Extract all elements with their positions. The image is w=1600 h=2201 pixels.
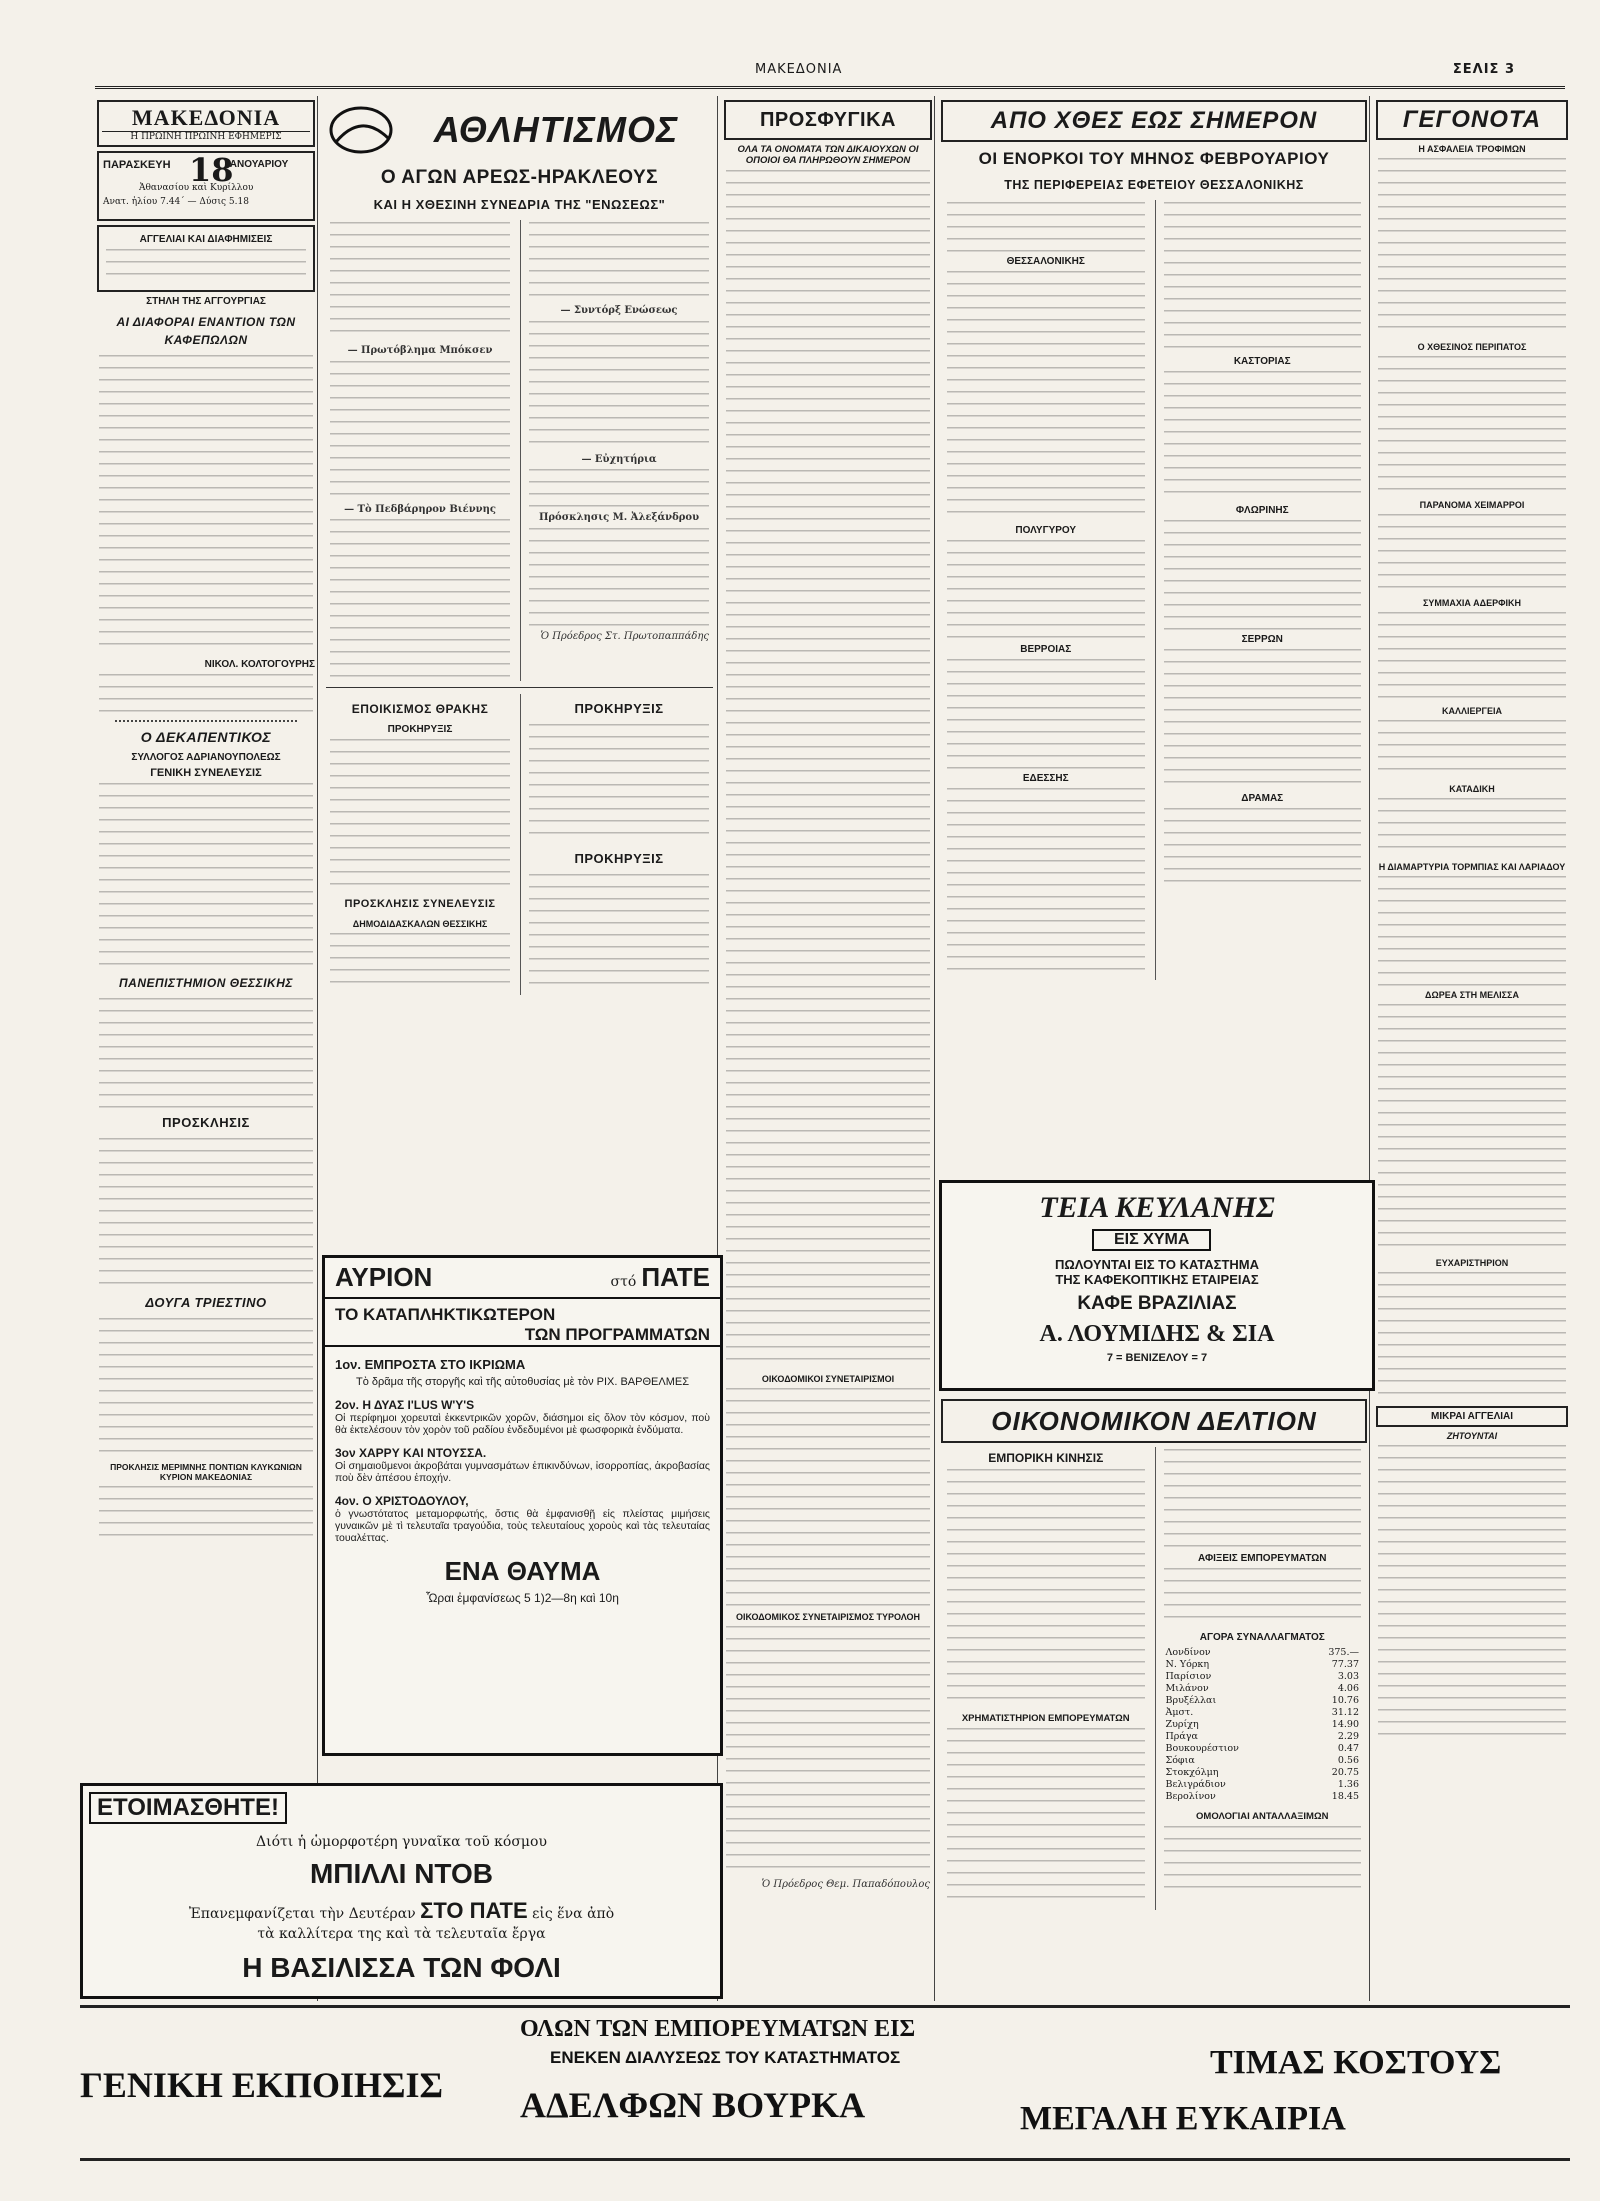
section-title: Ο ΔΕΚΑΠΕΝΤΙΚΟΣ	[140, 729, 272, 745]
billie-line-2: Διότι ἡ ὡμορφοτέρη γυναῖκα τοῦ κόσμου	[256, 1834, 547, 1850]
sports-kicker-5: Πρόσκλησις Μ. Ἀλεξάνδρου	[538, 512, 700, 523]
coffee-line-3: ΠΩΛΟΥΝΤΑΙ ΕΙΣ ΤΟ ΚΑΤΑΣΤΗΜΑ	[1054, 1257, 1260, 1272]
program-1-desc: Τὸ δρᾶμα τῆς στοργῆς καὶ τῆς αὐτοθυσίας μὲ τὸν ΡΙΧ. ΒΑΡΘΕΛΜΕΣ	[355, 1376, 690, 1388]
economic-col-a	[943, 1447, 1149, 1910]
fx-row: Ζυρίχη 14.90	[1165, 1719, 1359, 1730]
sports-kicker-1: — Πρωτόβλημα Μπόκσεν	[347, 345, 493, 356]
program-3-desc: Οἱ σημαιοῦμενοι ἀκροβάται γυμνασμάτων ἐπικινδύνων, ἰσορροπίας, ἀκροβασίας ποὺ δὲν ἀπέσου ἐποχήν.	[335, 1460, 710, 1484]
invitation-title: ΠΡΟΣΚΛΗΣΙΣ	[162, 1115, 250, 1130]
events-kicker-7: Η ΔΙΑΜΑΡΤΥΡΙΑ ΤΟΡΜΠΙΑΣ ΚΑΙ ΛΑΡΙΑΔΟΥ	[1378, 862, 1566, 872]
billie-line-4b: ΣΤΟ ΠΑΤΕ	[420, 1898, 528, 1923]
article-body	[99, 355, 313, 655]
building-coops-body	[726, 1388, 930, 1608]
fx-row: Βερολίνον 18.45	[1165, 1791, 1359, 1802]
footer-right-1: ΤΙΜΑΣ ΚΟΣΤΟΥΣ	[1210, 2044, 1502, 2081]
fx-row: Σόφια 0.56	[1165, 1755, 1359, 1766]
events-kicker-6: ΚΑΤΑΔΙΚΗ	[1449, 784, 1495, 794]
notice-thrace	[326, 694, 514, 995]
pontic-title: ΠΡΟΚΛΗΣΙΣ ΜΕΡΙΜΝΗΣ ΠΟΝΤΙΩΝ ΚΛΥΚΩΝΙΩΝ ΚΥΡΙΟΝ ΜΑΚΕΔΟΝΙΑΣ	[110, 1462, 302, 1482]
billie-line-4a: Ἐπανεμφανίζεται τὴν Δευτέραν	[188, 1906, 416, 1922]
yesterday-banner: ΑΠΟ ΧΘΕΣ ΕΩΣ ΣΗΜΕΡΟΝ	[990, 107, 1318, 134]
economic-banner: ΟΙΚΟΝΟΜΙΚΟΝ ΔΕΛΤΙΟΝ	[991, 1406, 1317, 1436]
university-title: ΠΑΝΕΠΙΣΤΗΜΙΟΝ ΘΕΣΣΙΚΗΣ	[119, 976, 293, 990]
tyroloi-coop-title: ΟΙΚΟΔΟΜΙΚΟΣ ΣΥΝΕΤΑΙΡΙΣΜΟΣ ΤΥΡΟΛΟΗ	[735, 1612, 921, 1622]
jurors-title: ΟΙ ΕΝΟΡΚΟΙ ΤΟΥ ΜΗΝΟΣ ΦΕΒΡΟΥΑΡΙΟΥ	[978, 149, 1330, 168]
pate-showtimes: Ὧραι ἐμφανίσεως 5 1)2—8η καὶ 10η	[426, 1591, 619, 1605]
header-paper-name: ΜΑΚΕΔΟΝΙΑ	[755, 62, 843, 77]
pate-miracle: ΕΝΑ ΘΑΥΜΑ	[444, 1556, 601, 1586]
region-serres: ΣΕΡΡΩΝ	[1241, 634, 1283, 645]
fx-table	[1166, 1647, 1360, 1803]
fx-row: Ἀμστ. 31.12	[1165, 1707, 1359, 1718]
events-kicker-9: ΕΥΧΑΡΙΣΤΗΡΙΟΝ	[1435, 1258, 1509, 1268]
notices-row	[326, 694, 713, 995]
pate-cinema-ad	[322, 1255, 723, 1756]
header-page-number: ΣΕΛΙΣ 3	[1452, 62, 1515, 77]
billie-line-5: τὰ καλλίτερα της καὶ τὰ τελευταῖα ἔργα	[257, 1926, 546, 1942]
pate-line-2: ΤΩΝ ΠΡΟΓΡΑΜΜΑΤΩΝ	[325, 1325, 720, 1347]
jurors-subtitle: ΤΗΣ ΠΕΡΙΦΕΡΕΙΑΣ ΕΦΕΤΕΙΟΥ ΘΕΣΣΑΛΟΝΙΚΗΣ	[1004, 178, 1304, 192]
region-thessaloniki: ΘΕΣΣΑΛΟΝΙΚΗΣ	[1006, 256, 1085, 267]
billie-dove-ad	[80, 1783, 723, 1999]
date-month: ΙΑΝΟΥΑΡΙΟΥ	[227, 159, 289, 170]
events-kicker-8: ΔΩΡΕΑ ΣΤΗ ΜΕΛΙΣΣΑ	[1425, 990, 1519, 1000]
economic-bulletin	[939, 1395, 1369, 2000]
date-saint: Ἀθανασίου καὶ Κυρίλλου	[139, 183, 254, 193]
program-2-title: 2ον. Η ΔΥΑΣ I'LUS W'Y'S	[335, 1398, 475, 1412]
region-veroia: ΒΕΡΡΟΙΑΣ	[1020, 644, 1072, 655]
article-signature: ΝΙΚΟΛ. ΚΟΛΤΟΓΟΥΡΗΣ	[204, 659, 315, 670]
masthead-box	[97, 100, 315, 147]
page-header	[95, 62, 1565, 89]
events-kicker-1: Η ΑΣΦΑΛΕΙΑ ΤΡΟΦΙΜΩΝ	[1418, 144, 1526, 154]
thrace-title: ΕΠΟΙΚΙΣΜΟΣ ΘΡΑΚΗΣ	[351, 702, 489, 716]
economic-columns	[943, 1447, 1365, 1910]
sports-banner-text: ΑΘΛΗΤΙΣΜΟΣ	[433, 109, 679, 150]
bonds-title: ΟΜΟΛΟΓΙΑΙ ΑΝΤΑΛΛΑΞΙΜΩΝ	[1196, 1811, 1329, 1822]
events-title-box	[1376, 100, 1568, 140]
article-body-2	[99, 674, 313, 714]
pate-name: ΠΑΤΕ	[641, 1262, 710, 1292]
section-subtitle-2: ΓΕΝΙΚΗ ΣΥΝΕΛΕΥΣΙΣ	[150, 767, 262, 779]
coffee-ad	[939, 1180, 1375, 1391]
events-title: ΓΕΓΟΝΟΤΑ	[1402, 106, 1542, 133]
teachers-title: ΠΡΟΣΚΛΗΣΙΣ ΣΥΝΕΛΕΥΣΙΣ	[344, 898, 496, 910]
masthead-subtitle: Η ΠΡΩΙΝΗ ΠΡΩΙΝΗ ΕΦΗΜΕΡΙΣ	[102, 131, 310, 142]
divider	[115, 720, 297, 722]
fx-row: Βρυξέλλαι 10.76	[1165, 1695, 1359, 1706]
coffee-line-1: ΤΕΙΑ ΚΕΥΛΑΝΗΣ	[1039, 1191, 1275, 1224]
article-title: ΑΙ ΔΙΑΦΟΡΑΙ ΕΝΑΝΤΙΟΝ ΤΩΝ ΚΑΦΕΠΩΛΩΝ	[116, 315, 296, 347]
column-3	[722, 96, 935, 2001]
region-kastoria: ΚΑΣΤΟΡΙΑΣ	[1233, 356, 1291, 367]
refugees-title-box	[724, 100, 932, 140]
refugees-subtitle: ΟΛΑ ΤΑ ΟΝΟΜΑΤΑ ΤΩΝ ΔΙΚΑΙΟΥΧΩΝ ΟΙ ΟΠΟΙΟΙ ΘΑ ΠΛΗΡΩΘΟΥΝ ΣΗΜΕΡΟΝ	[737, 144, 919, 166]
billie-ready: ΕΤΟΙΜΑΣΘΗΤΕ!	[89, 1792, 287, 1824]
sports-signature: Ὁ Πρόεδρος Στ. Πρωτοπαππάδης	[540, 630, 709, 642]
billie-line-4c: εἰς ἕνα ἀπὸ	[532, 1906, 615, 1922]
notice-box	[97, 225, 315, 292]
date-box	[97, 151, 315, 221]
economic-col-b	[1155, 1447, 1366, 1910]
coffee-line-5: ΚΑΦΕ ΒΡΑΖΙΛΙΑΣ	[1077, 1293, 1237, 1314]
coffee-line-2: ΕΙΣ ΧΥΜΑ	[1092, 1229, 1211, 1251]
column-5	[1374, 96, 1570, 2001]
billie-line-4	[83, 1898, 720, 1924]
economic-banner-box	[941, 1399, 1367, 1443]
proclamation-title-1: ΠΡΟΚΗΡΥΞΙΣ	[574, 701, 664, 716]
jurors-col-b	[1155, 200, 1366, 980]
footer-center-1: ΟΛΩΝ ΤΩΝ ΕΜΠΟΡΕΥΜΑΤΩΝ ΕΙΣ	[520, 2016, 916, 2042]
classifieds-wanted: ΖΗΤΟΥΝΤΑΙ	[1446, 1431, 1498, 1441]
pate-line-1: ΤΟ ΚΑΤΑΠΛΗΚΤΙΚΩΤΕΡΟΝ	[335, 1305, 556, 1324]
exchange-title: ΧΡΗΜΑΤΙΣΤΗΡΙΟΝ ΕΜΠΟΡΕΥΜΑΤΩΝ	[961, 1713, 1130, 1724]
building-coops-title: ΟΙΚΟΔΟΜΙΚΟΙ ΣΥΝΕΤΑΙΡΙΣΜΟΙ	[761, 1374, 895, 1384]
sports-emblem-icon	[326, 102, 396, 158]
events-kicker-5: ΚΑΛΛΙΕΡΓΕΙΑ	[1442, 706, 1502, 716]
notice-title: ΑΓΓΕΛΙΑΙ ΚΑΙ ΔΙΑΦΗΜΙΣΕΙΣ	[139, 234, 273, 245]
fx-row: Λονδίνον 375.—	[1165, 1647, 1359, 1658]
sports-col-a	[326, 220, 514, 681]
tyroloi-coop-body	[726, 1626, 930, 1876]
billie-name: ΜΠΙΛΛΙ ΝΤΟΒ	[309, 1858, 494, 1889]
date-number: 18	[189, 151, 234, 189]
vourka-footer-ad	[80, 2005, 1570, 2161]
university-body	[99, 998, 313, 1108]
jurors-columns	[943, 200, 1365, 980]
pate-at: στό	[610, 1274, 637, 1290]
billie-film-title: Η ΒΑΣΙΛΙΣΣΑ ΤΩΝ ΦΟΛΙ	[242, 1952, 561, 1983]
program-2-desc: Οἱ περίφημοι χορευταὶ ἐκκεντρικῶν χορῶν, διάσημοι εἰς ὅλον τὸν κόσμον, ποὺ θὰ ἐκτελέσουν τὸν χορὸν τοῦ ραδίου ἐνδεδυμένοι μὲ φωσφορικὰ ἐνδύματα.	[335, 1412, 710, 1436]
fx-row: Παρίσιον 3.03	[1165, 1671, 1359, 1682]
fx-title: ΑΓΟΡΑ ΣΥΝΑΛΛΑΓΜΑΤΟΣ	[1199, 1632, 1325, 1643]
sports-kicker-4: — Εὐχητήρια	[581, 453, 657, 465]
region-polygyros: ΠΟΛΥΓΥΡΟΥ	[1015, 525, 1077, 536]
region-edessa: ΕΔΕΣΣΗΣ	[1022, 773, 1069, 784]
fx-row: Βουκουρέστιον 0.47	[1165, 1743, 1359, 1754]
events-kicker-3: ΠΑΡΑΝΟΜΑ ΧΕΙΜΑΡΡΟΙ	[1419, 500, 1525, 510]
coffee-line-7: 7 = ΒΕΝΙΖΕΛΟΥ = 7	[1106, 1352, 1208, 1364]
fx-row: Στοκχόλμη 20.75	[1165, 1767, 1359, 1778]
main-headline: Ο ΑΓΩΝ ΑΡΕΩΣ-ΗΡΑΚΛΕΟΥΣ	[380, 167, 659, 188]
region-florina: ΦΛΩΡΙΝΗΣ	[1235, 505, 1289, 516]
events-kicker-4: ΣΥΜΜΑΧΙΑ ΑΔΕΡΦΙΚΗ	[1423, 598, 1521, 608]
notice-proclamations	[520, 694, 713, 995]
program-3-title: 3ον ΧΑΡΡΥ ΚΑΙ ΝΤΟΥΣΣΑ.	[335, 1446, 487, 1460]
column-heading: ΣΤΗΛΗ ΤΗΣ ΑΓΓΟΥΡΓΙΑΣ	[146, 296, 266, 307]
program-4-desc: ὁ γνωστότατος μεταμορφωτής, ὅστις θὰ ἐμφανισθῇ εἰς πλείστας μιμήσεις γυναικῶν μὲ τὶ τελευταῖα τραγούδια, τοὺς τελευταίους χοροὺς καὶ τὰς τελευταίας τουαλέττας.	[335, 1508, 710, 1544]
date-sunrise: Ανατ. ἡλίου 7.44΄ — Δύσις 5.18	[103, 197, 249, 207]
fx-row: Ν. Υόρκη 77.37	[1165, 1659, 1359, 1670]
yesterday-banner-box	[941, 100, 1367, 142]
footer-center-2: ΕΝΕΚΕΝ ΔΙΑΛΥΣΕΩΣ ΤΟΥ ΚΑΤΑΣΤΗΜΑΤΟΣ	[550, 2048, 901, 2067]
footer-center-3: ΑΔΕΛΦΩΝ ΒΟΥΡΚΑ	[520, 2085, 866, 2125]
footer-left: ΓΕΝΙΚΗ ΕΚΠΟΙΗΣΙΣ	[80, 2065, 444, 2105]
proclamation-title-2: ΠΡΟΚΗΡΥΞΙΣ	[574, 851, 664, 866]
events-kicker-2: Ο ΧΘΕΣΙΝΟΣ ΠΕΡΙΠΑΤΟΣ	[1417, 342, 1527, 352]
pontic-body	[99, 1486, 313, 1546]
footer-right-2: ΜΕΓΑΛΗ ΕΥΚΑΙΡΙΑ	[1020, 2100, 1346, 2137]
arrivals-title: ΑΦΙΞΕΙΣ ΕΜΠΟΡΕΥΜΑΤΩΝ	[1197, 1553, 1327, 1564]
date-day: ΠΑΡΑΣΚΕΥΗ	[103, 159, 171, 171]
classifieds-title-box	[1376, 1406, 1568, 1427]
sports-col-b	[520, 220, 713, 681]
fx-row: Μιλάνον 4.06	[1165, 1683, 1359, 1694]
jurors-col-a	[943, 200, 1149, 980]
trieste-body	[99, 1318, 313, 1458]
section-body	[99, 783, 313, 968]
refugees-list	[726, 170, 930, 1370]
program-1-title: 1ον. ΕΜΠΡΟΣΤΑ ΣΤΟ ΙΚΡΙΩΜΑ	[335, 1357, 526, 1372]
classifieds-title: ΜΙΚΡΑΙ ΑΓΓΕΛΙΑΙ	[1430, 1411, 1514, 1422]
section-subtitle: ΣΥΛΛΟΓΟΣ ΑΔΡΙΑΝΟΥΠΟΛΕΩΣ	[131, 752, 281, 763]
coffee-line-4: ΤΗΣ ΚΑΦΕΚΟΠΤΙΚΗΣ ΕΤΑΙΡΕΙΑΣ	[1055, 1272, 1259, 1287]
refugees-signature: Ὁ Πρόεδρος Θεμ. Παπαδόπουλος	[761, 1879, 930, 1890]
fx-row: Βελιγράδιον 1.36	[1165, 1779, 1359, 1790]
masthead-title: ΜΑΚΕΔΟΝΙΑ	[131, 105, 281, 130]
fx-row: Πράγα 2.29	[1165, 1731, 1359, 1742]
invitation-body	[99, 1138, 313, 1288]
sports-kicker-3: — Τὸ Πεδβάρηρον Βιέννης	[344, 503, 496, 515]
thrace-subtitle: ΠΡΟΚΗΡΥΞΙΣ	[387, 724, 453, 735]
program-4-title: 4ον. Ο ΧΡΙΣΤΟΔΟΥΛΟΥ,	[335, 1494, 469, 1508]
pate-program	[325, 1347, 720, 1609]
column-1	[95, 96, 318, 2001]
pate-tomorrow: ΑΥΡΙΟΝ	[335, 1262, 433, 1292]
notice-text	[106, 249, 306, 285]
region-drama: ΔΡΑΜΑΣ	[1241, 793, 1284, 804]
trieste-title: ΔΟΥΓΑ ΤΡΙΕΣΤΙΝΟ	[145, 1295, 267, 1310]
sports-kicker-2: — Συντόρξ Ενώσεως	[560, 305, 678, 316]
sports-banner	[326, 100, 713, 160]
teachers-subtitle: ΔΗΜΟΔΙΔΑΣΚΑΛΩΝ ΘΕΣΣΙΚΗΣ	[352, 919, 488, 929]
sports-columns	[326, 220, 713, 681]
commerce-title: ΕΜΠΟΡΙΚΗ ΚΙΝΗΣΙΣ	[988, 1451, 1104, 1465]
main-subheadline: ΚΑΙ Η ΧΘΕΣΙΝΗ ΣΥΝΕΔΡΙΑ ΤΗΣ "ΕΝΩΣΕΩΣ"	[373, 197, 666, 212]
coffee-line-6: Α. ΛΟΥΜΙΔΗΣ & ΣΙΑ	[1039, 1321, 1275, 1347]
pate-ad-header	[325, 1258, 720, 1299]
refugees-title: ΠΡΟΣΦΥΓΙΚΑ	[759, 109, 896, 131]
